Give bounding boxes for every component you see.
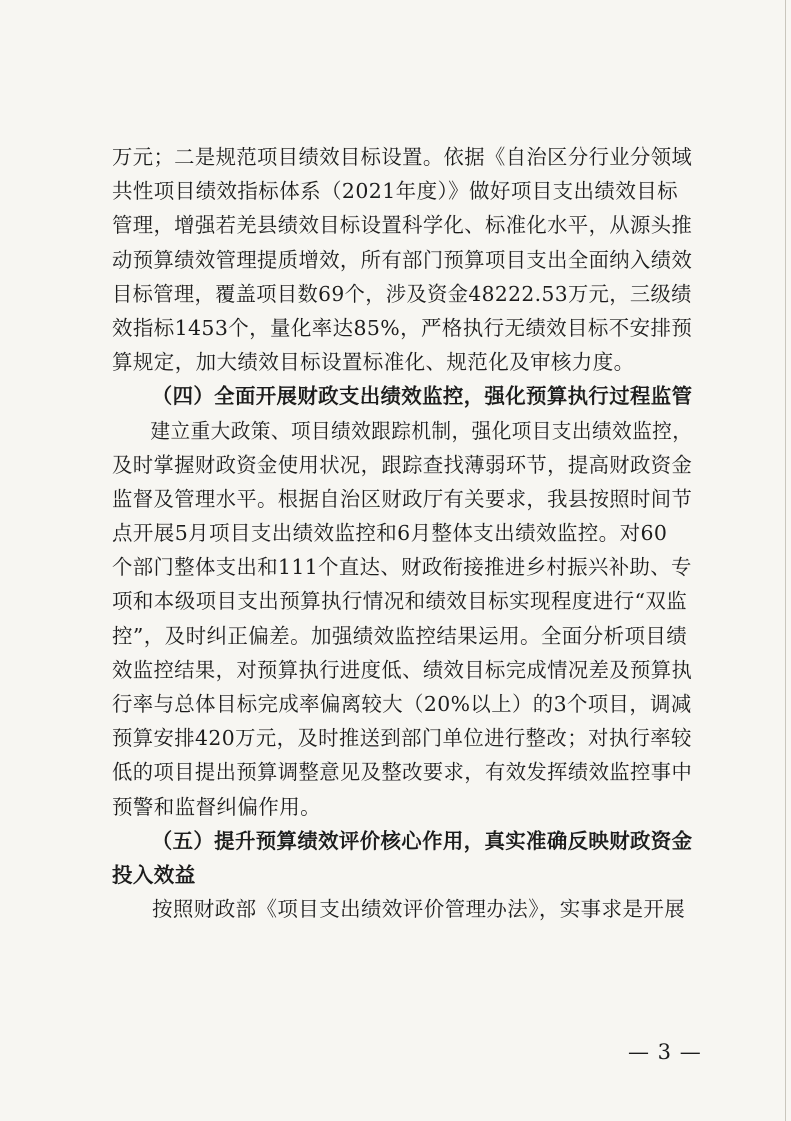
paragraph-line: 效指标1453个，量化率达85%，严格执行无绩效目标不安排预 (112, 315, 693, 340)
paragraph-line: 监督及管理水平。根据自治区财政厅有关要求，我县按照时间节 (112, 486, 693, 511)
paragraph-line: 目标管理，覆盖项目数69个，涉及资金48222.53万元，三级绩 (112, 281, 692, 306)
paragraph-line: 建立重大政策、项目绩效跟踪机制，强化项目支出绩效监控， (150, 418, 693, 443)
paragraph-line: 按照财政部《项目支出绩效评价管理办法》，实事求是开展 (152, 897, 686, 922)
section-heading: 投入效益 (112, 862, 196, 887)
paragraph-line: 预警和监督纠偏作用。 (112, 794, 321, 819)
page-number: — 3 — (628, 1040, 702, 1064)
paragraph-line: 共性项目绩效指标体系（2021年度）》做好项目支出绩效目标 (112, 179, 679, 204)
paragraph-line: 点开展5月项目支出绩效监控和6月整体支出绩效监控。对60 (112, 521, 668, 546)
paragraph-line: 效监控结果，对预算执行进度低、绩效目标完成情况差及预算执 (112, 657, 693, 682)
paragraph-line: 预算安排420万元，及时推送到部门单位进行整改；对执行率较 (112, 726, 692, 751)
body-text (112, 140, 692, 926)
paragraph-line: 行率与总体目标完成率偏离较大（20%以上）的3个项目，调减 (112, 692, 692, 716)
paragraph-line: 个部门整体支出和111个直达、财政衔接推进乡村振兴补助、专 (112, 555, 692, 580)
paragraph-line: 项和本级项目支出预算执行情况和绩效目标实现程度进行“双监 (112, 589, 688, 614)
page-edge (785, 0, 786, 1121)
paragraph-line: 控”，及时纠正偏差。加强绩效监控结果运用。全面分析项目绩 (112, 623, 688, 648)
section-heading: （四）全面开展财政支出绩效监控，强化预算执行过程监管 (151, 384, 693, 409)
paragraph-line: 算规定，加大绩效目标设置标准化、规范化及审核力度。 (112, 350, 635, 375)
paragraph-line: 及时掌握财政资金使用状况，跟踪查找薄弱环节，提高财政资金 (112, 452, 693, 477)
paragraph-line: 万元；二是规范项目绩效目标设置。依据《自治区分行业分领域 (112, 145, 693, 169)
paragraph-line: 低的项目提出预算调整意见及整改要求，有效发挥绩效监控事中 (112, 760, 693, 785)
paragraph-line: 动预算绩效管理提质增效，所有部门预算项目支出全面纳入绩效 (112, 247, 693, 272)
section-heading: （五）提升预算绩效评价核心作用，真实准确反映财政资金 (151, 828, 693, 853)
paragraph-line: 管理，增强若羌县绩效目标设置科学化、标准化水平，从源头推 (112, 213, 693, 238)
